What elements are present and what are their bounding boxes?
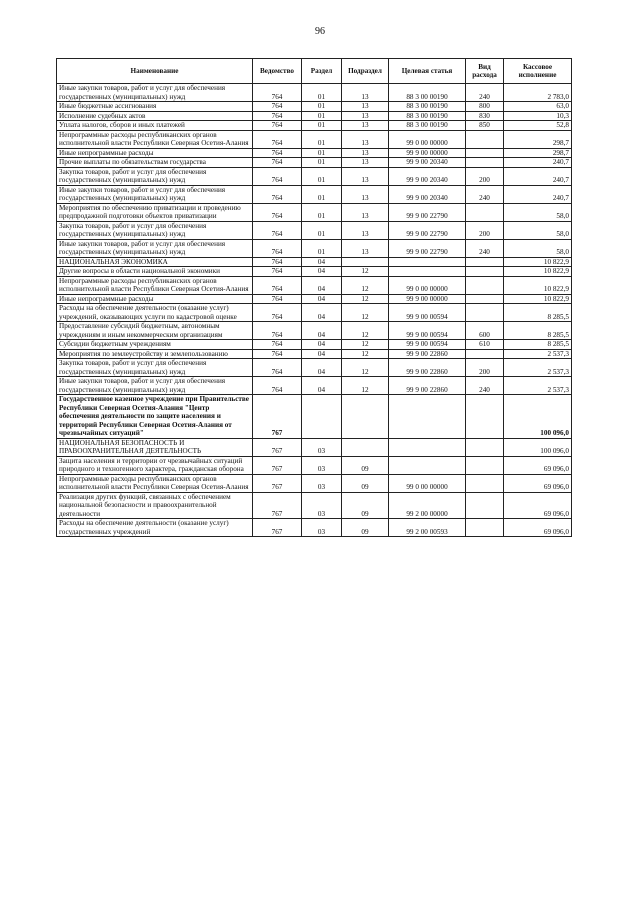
budget-table <box>56 58 572 537</box>
row-subsection: 13 <box>342 111 389 121</box>
row-section: 01 <box>302 203 342 221</box>
row-department: 767 <box>253 492 302 519</box>
row-cash-execution: 69 096,0 <box>504 519 572 537</box>
row-name: Мероприятия по землеустройству и землепользованию <box>57 349 253 359</box>
row-target-article <box>389 267 466 277</box>
row-cash-execution: 69 096,0 <box>504 456 572 474</box>
row-department: 764 <box>253 267 302 277</box>
row-section: 04 <box>302 322 342 340</box>
row-expense-type <box>466 349 504 359</box>
table-row <box>57 438 572 456</box>
row-department: 767 <box>253 456 302 474</box>
row-department: 764 <box>253 276 302 294</box>
table-row <box>57 84 572 102</box>
row-expense-type: 240 <box>466 239 504 257</box>
row-subsection: 12 <box>342 349 389 359</box>
row-name: Исполнение судебных актов <box>57 111 253 121</box>
row-department: 764 <box>253 203 302 221</box>
row-section: 03 <box>302 519 342 537</box>
row-cash-execution: 8 285,5 <box>504 340 572 350</box>
row-department: 764 <box>253 239 302 257</box>
row-department: 767 <box>253 395 302 439</box>
table-row <box>57 239 572 257</box>
row-expense-type <box>466 203 504 221</box>
table-row <box>57 158 572 168</box>
row-department: 764 <box>253 294 302 304</box>
row-subsection: 09 <box>342 456 389 474</box>
table-row <box>57 130 572 148</box>
table-row <box>57 267 572 277</box>
row-section: 03 <box>302 474 342 492</box>
row-expense-type <box>466 158 504 168</box>
table-header-row <box>57 59 572 84</box>
row-department: 764 <box>253 148 302 158</box>
row-cash-execution: 298,7 <box>504 148 572 158</box>
row-target-article <box>389 456 466 474</box>
row-cash-execution: 52,8 <box>504 121 572 131</box>
row-cash-execution: 63,0 <box>504 102 572 112</box>
row-expense-type <box>466 438 504 456</box>
row-department: 764 <box>253 322 302 340</box>
row-section: 04 <box>302 294 342 304</box>
row-target-article: 99 9 00 00000 <box>389 148 466 158</box>
table-body <box>57 84 572 537</box>
row-section: 01 <box>302 130 342 148</box>
row-department: 767 <box>253 519 302 537</box>
row-section: 01 <box>302 185 342 203</box>
row-name: Закупка товаров, работ и услуг для обеспечения государственных (муниципальных) нужд <box>57 167 253 185</box>
row-name: НАЦИОНАЛЬНАЯ ЭКОНОМИКА <box>57 257 253 267</box>
row-cash-execution: 58,0 <box>504 203 572 221</box>
row-target-article: 99 9 00 00594 <box>389 322 466 340</box>
row-subsection: 13 <box>342 158 389 168</box>
row-subsection: 13 <box>342 221 389 239</box>
row-department: 764 <box>253 121 302 131</box>
row-expense-type: 610 <box>466 340 504 350</box>
table-row <box>57 492 572 519</box>
row-subsection: 13 <box>342 185 389 203</box>
table-row <box>57 304 572 322</box>
row-name: Непрограммные расходы республиканских органов исполнительной власти Республики Северная Осетия-Алания <box>57 474 253 492</box>
header-cash-execution: Кассовое исполнение <box>504 59 572 84</box>
row-department: 764 <box>253 158 302 168</box>
row-subsection: 12 <box>342 359 389 377</box>
row-cash-execution: 2 537,3 <box>504 359 572 377</box>
row-cash-execution: 8 285,5 <box>504 322 572 340</box>
row-subsection: 12 <box>342 322 389 340</box>
row-name: Закупка товаров, работ и услуг для обеспечения государственных (муниципальных) нужд <box>57 221 253 239</box>
row-department: 764 <box>253 377 302 395</box>
row-name: Расходы на обеспечение деятельности (оказание услуг) государственных учреждений <box>57 519 253 537</box>
row-expense-type <box>466 257 504 267</box>
row-department: 764 <box>253 130 302 148</box>
row-subsection: 13 <box>342 203 389 221</box>
row-target-article: 99 9 00 22860 <box>389 349 466 359</box>
row-cash-execution: 58,0 <box>504 239 572 257</box>
row-name: Защита населения и территории от чрезвычайных ситуаций природного и техногенного характера, гражданская оборона <box>57 456 253 474</box>
row-expense-type <box>466 456 504 474</box>
header-target-article: Целевая статья <box>389 59 466 84</box>
row-cash-execution: 298,7 <box>504 130 572 148</box>
row-section: 01 <box>302 102 342 112</box>
row-subsection <box>342 438 389 456</box>
row-expense-type <box>466 276 504 294</box>
row-cash-execution: 69 096,0 <box>504 474 572 492</box>
row-cash-execution: 8 285,5 <box>504 304 572 322</box>
row-department: 764 <box>253 102 302 112</box>
row-expense-type <box>466 474 504 492</box>
row-section: 04 <box>302 377 342 395</box>
row-department: 764 <box>253 349 302 359</box>
row-target-article: 99 9 00 20340 <box>389 158 466 168</box>
row-target-article: 99 9 00 20340 <box>389 185 466 203</box>
row-expense-type <box>466 304 504 322</box>
row-cash-execution: 2 537,3 <box>504 349 572 359</box>
row-expense-type: 200 <box>466 359 504 377</box>
row-section: 01 <box>302 84 342 102</box>
row-target-article <box>389 438 466 456</box>
table-row <box>57 185 572 203</box>
row-department: 764 <box>253 340 302 350</box>
row-subsection: 12 <box>342 267 389 277</box>
row-name: НАЦИОНАЛЬНАЯ БЕЗОПАСНОСТЬ И ПРАВООХРАНИТЕЛЬНАЯ ДЕЯТЕЛЬНОСТЬ <box>57 438 253 456</box>
row-name: Субсидии бюджетным учреждениям <box>57 340 253 350</box>
row-department: 764 <box>253 304 302 322</box>
row-target-article: 99 9 00 00594 <box>389 340 466 350</box>
table-row <box>57 322 572 340</box>
row-subsection: 09 <box>342 474 389 492</box>
row-target-article: 99 9 00 22790 <box>389 221 466 239</box>
row-department: 764 <box>253 221 302 239</box>
table-row <box>57 111 572 121</box>
row-section: 01 <box>302 121 342 131</box>
row-name: Государственное казенное учреждение при Правительстве Республики Северная Осетия-Алания "Центр обеспечения деятельности по защите населения и территорий Республики Северная Осетия-Алания от чрезвычайных ситуаций" <box>57 395 253 439</box>
row-name: Иные бюджетные ассигнования <box>57 102 253 112</box>
table-row <box>57 377 572 395</box>
row-section: 04 <box>302 267 342 277</box>
row-target-article: 88 3 00 00190 <box>389 121 466 131</box>
row-name: Прочие выплаты по обязательствам государства <box>57 158 253 168</box>
row-name: Иные непрограммные расходы <box>57 148 253 158</box>
row-subsection: 13 <box>342 102 389 112</box>
row-expense-type <box>466 294 504 304</box>
table-row <box>57 221 572 239</box>
row-department: 764 <box>253 359 302 377</box>
row-expense-type <box>466 148 504 158</box>
row-section: 03 <box>302 456 342 474</box>
row-name: Реализация других функций, связанных с обеспечением национальной безопасности и правоохранительной деятельности <box>57 492 253 519</box>
table-row <box>57 102 572 112</box>
row-expense-type: 800 <box>466 102 504 112</box>
row-expense-type: 200 <box>466 221 504 239</box>
row-expense-type: 240 <box>466 185 504 203</box>
row-subsection <box>342 395 389 439</box>
header-section: Раздел <box>302 59 342 84</box>
row-subsection: 12 <box>342 377 389 395</box>
table-row <box>57 519 572 537</box>
row-name: Непрограммные расходы республиканских органов исполнительной власти Республики Северная Осетия-Алания <box>57 276 253 294</box>
row-target-article: 99 0 00 00000 <box>389 130 466 148</box>
row-section: 01 <box>302 221 342 239</box>
row-name: Иные закупки товаров, работ и услуг для обеспечения государственных (муниципальных) нужд <box>57 239 253 257</box>
row-name: Непрограммные расходы республиканских органов исполнительной власти Республики Северная Осетия-Алания <box>57 130 253 148</box>
row-section: 03 <box>302 492 342 519</box>
row-subsection: 12 <box>342 294 389 304</box>
row-name: Уплата налогов, сборов и иных платежей <box>57 121 253 131</box>
row-target-article: 99 9 00 22790 <box>389 239 466 257</box>
row-cash-execution: 240,7 <box>504 185 572 203</box>
row-expense-type: 240 <box>466 84 504 102</box>
row-section: 01 <box>302 111 342 121</box>
row-expense-type <box>466 492 504 519</box>
row-cash-execution: 240,7 <box>504 158 572 168</box>
row-cash-execution: 2 537,3 <box>504 377 572 395</box>
row-subsection: 09 <box>342 519 389 537</box>
table-row <box>57 340 572 350</box>
row-subsection: 13 <box>342 148 389 158</box>
row-cash-execution: 100 096,0 <box>504 395 572 439</box>
row-name: Иные закупки товаров, работ и услуг для обеспечения государственных (муниципальных) нужд <box>57 84 253 102</box>
table-row <box>57 474 572 492</box>
row-department: 764 <box>253 84 302 102</box>
page-number: 96 <box>315 26 325 37</box>
row-target-article: 99 9 00 00594 <box>389 304 466 322</box>
row-cash-execution: 10 822,9 <box>504 267 572 277</box>
row-department: 767 <box>253 474 302 492</box>
row-subsection: 13 <box>342 84 389 102</box>
row-section: 04 <box>302 359 342 377</box>
row-target-article: 99 9 00 22860 <box>389 377 466 395</box>
header-expense-type: Вид расхода <box>466 59 504 84</box>
row-department: 764 <box>253 257 302 267</box>
row-section: 04 <box>302 257 342 267</box>
table-row <box>57 167 572 185</box>
row-section <box>302 395 342 439</box>
row-section: 04 <box>302 304 342 322</box>
row-cash-execution: 10,3 <box>504 111 572 121</box>
row-name: Предоставление субсидий бюджетным, автономным учреждениям и иным некоммерческим организациям <box>57 322 253 340</box>
row-target-article: 99 9 00 20340 <box>389 167 466 185</box>
row-subsection: 12 <box>342 340 389 350</box>
row-cash-execution: 69 096,0 <box>504 492 572 519</box>
row-section: 04 <box>302 276 342 294</box>
row-department: 764 <box>253 111 302 121</box>
row-target-article <box>389 395 466 439</box>
table-row <box>57 294 572 304</box>
row-target-article: 99 9 00 22860 <box>389 359 466 377</box>
row-target-article: 88 3 00 00190 <box>389 111 466 121</box>
table-row <box>57 203 572 221</box>
row-name: Расходы на обеспечение деятельности (оказание услуг) учреждений, оказывающих услуги по кадастровой оценке <box>57 304 253 322</box>
row-target-article: 99 2 00 00000 <box>389 492 466 519</box>
row-name: Иные непрограммные расходы <box>57 294 253 304</box>
row-expense-type <box>466 267 504 277</box>
table-row <box>57 359 572 377</box>
row-subsection: 12 <box>342 304 389 322</box>
row-expense-type: 240 <box>466 377 504 395</box>
row-cash-execution: 10 822,9 <box>504 257 572 267</box>
row-name: Мероприятия по обеспечению приватизации и проведению предпродажной подготовки объектов приватизации <box>57 203 253 221</box>
row-subsection: 13 <box>342 121 389 131</box>
row-target-article: 88 3 00 00190 <box>389 102 466 112</box>
row-subsection: 09 <box>342 492 389 519</box>
header-subsection: Подраздел <box>342 59 389 84</box>
header-name: Наименование <box>57 59 253 84</box>
header-department: Ведомство <box>253 59 302 84</box>
row-subsection: 12 <box>342 276 389 294</box>
row-target-article: 99 9 00 00000 <box>389 294 466 304</box>
row-department: 764 <box>253 185 302 203</box>
row-expense-type <box>466 395 504 439</box>
row-department: 767 <box>253 438 302 456</box>
row-expense-type: 600 <box>466 322 504 340</box>
row-section: 01 <box>302 239 342 257</box>
row-expense-type: 850 <box>466 121 504 131</box>
table-row <box>57 257 572 267</box>
row-cash-execution: 10 822,9 <box>504 276 572 294</box>
row-expense-type <box>466 130 504 148</box>
row-subsection <box>342 257 389 267</box>
row-target-article: 88 3 00 00190 <box>389 84 466 102</box>
row-section: 01 <box>302 167 342 185</box>
row-cash-execution: 2 783,0 <box>504 84 572 102</box>
row-section: 01 <box>302 158 342 168</box>
row-subsection: 13 <box>342 239 389 257</box>
row-expense-type <box>466 519 504 537</box>
row-subsection: 13 <box>342 167 389 185</box>
row-name: Другие вопросы в области национальной экономики <box>57 267 253 277</box>
row-cash-execution: 100 096,0 <box>504 438 572 456</box>
row-name: Закупка товаров, работ и услуг для обеспечения государственных (муниципальных) нужд <box>57 359 253 377</box>
row-section: 04 <box>302 340 342 350</box>
row-section: 04 <box>302 349 342 359</box>
row-expense-type: 200 <box>466 167 504 185</box>
row-name: Иные закупки товаров, работ и услуг для обеспечения государственных (муниципальных) нужд <box>57 185 253 203</box>
row-cash-execution: 10 822,9 <box>504 294 572 304</box>
row-name: Иные закупки товаров, работ и услуг для обеспечения государственных (муниципальных) нужд <box>57 377 253 395</box>
row-subsection: 13 <box>342 130 389 148</box>
row-department: 764 <box>253 167 302 185</box>
row-target-article <box>389 257 466 267</box>
table-row <box>57 349 572 359</box>
row-target-article: 99 0 00 00000 <box>389 474 466 492</box>
row-section: 01 <box>302 148 342 158</box>
table-row <box>57 276 572 294</box>
table-row <box>57 395 572 439</box>
table-row <box>57 121 572 131</box>
row-section: 03 <box>302 438 342 456</box>
table-row <box>57 456 572 474</box>
row-target-article: 99 0 00 00000 <box>389 276 466 294</box>
row-target-article: 99 2 00 00593 <box>389 519 466 537</box>
table-row <box>57 148 572 158</box>
row-cash-execution: 240,7 <box>504 167 572 185</box>
row-expense-type: 830 <box>466 111 504 121</box>
row-target-article: 99 9 00 22790 <box>389 203 466 221</box>
row-cash-execution: 58,0 <box>504 221 572 239</box>
